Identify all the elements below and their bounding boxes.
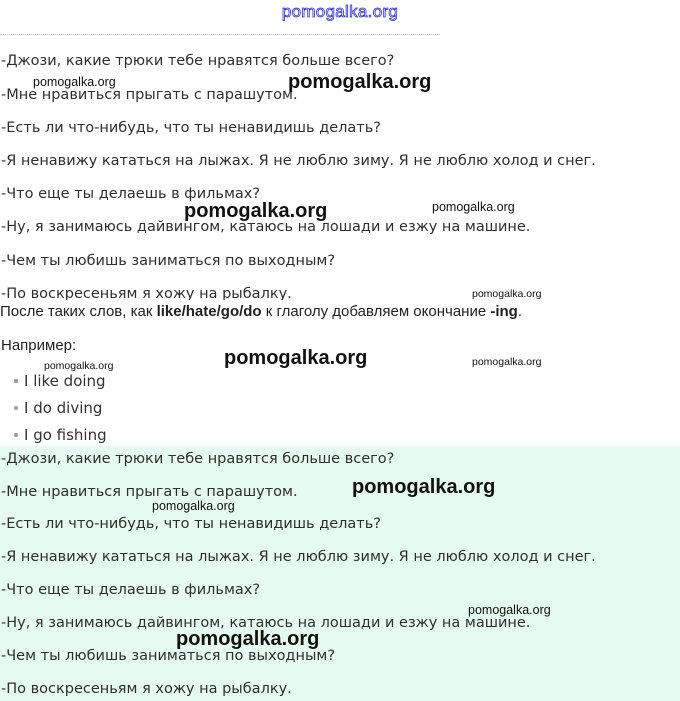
- cropped-text-edge: [0, 34, 440, 41]
- bullet-icon: [14, 406, 18, 410]
- dialogue-2-line-2: -Мне нравиться прыгать с парашутом.: [1, 484, 298, 500]
- examples-list: [14, 372, 107, 453]
- rule-text-middle: к глаголу добавляем окончание: [261, 303, 491, 320]
- watermark: pomogalka.org: [352, 476, 496, 498]
- bullet-icon: [14, 379, 18, 383]
- grammar-rule: [0, 303, 522, 320]
- examples-title: Например:: [1, 337, 77, 354]
- list-item: [14, 372, 107, 399]
- dialogue-2-line-4: -Я ненавижу кататься на лыжах. Я не люблю зиму. Я не люблю холод и снег.: [1, 549, 596, 565]
- dialogue-2-line-8: -По воскресеньям я хожу на рыбалку.: [1, 681, 292, 697]
- watermark: pomogalka.org: [472, 288, 542, 300]
- watermark: pomogalka.org: [152, 499, 235, 513]
- rule-text-before: После таких слов, как: [0, 303, 157, 320]
- dialogue-1-line-3: -Есть ли что-нибудь, что ты ненавидишь делать?: [1, 120, 381, 136]
- dialogue-1-line-1: -Джози, какие трюки тебе нравятся больше всего?: [1, 53, 395, 69]
- dialogue-2-line-5: -Что еще ты делаешь в фильмах?: [1, 582, 261, 598]
- dialogue-1-line-2: -Мне нравиться прыгать с парашутом.: [1, 87, 298, 103]
- watermark: pomogalka.org: [184, 200, 328, 222]
- list-item: [14, 399, 107, 426]
- dialogue-1-line-7: -Чем ты любишь заниматься по выходным?: [1, 253, 336, 269]
- rule-ending: -ing: [490, 303, 518, 320]
- watermark: pomogalka.org: [468, 603, 551, 617]
- watermark: pomogalka.org: [432, 200, 515, 214]
- dialogue-2-line-7: -Чем ты любишь заниматься по выходным?: [1, 648, 336, 664]
- site-watermark-top: pomogalka.org: [281, 2, 399, 21]
- dialogue-1-line-8: -По воскресеньям я хожу на рыбалку.: [1, 286, 292, 300]
- example-text: I like doing: [24, 372, 106, 390]
- rule-verbs: like/hate/go/do: [156, 303, 262, 320]
- watermark: pomogalka.org: [288, 71, 432, 93]
- dialogue-1-line-6: -Ну, я занимаюсь дайвингом, катаюсь на лошади и езжу на машине.: [1, 219, 531, 235]
- watermark: pomogalka.org: [472, 356, 542, 368]
- dialogue-2-line-1: -Джози, какие трюки тебе нравятся больше всего?: [1, 451, 395, 467]
- watermark: pomogalka.org: [33, 75, 116, 89]
- rule-text-after: .: [517, 303, 523, 320]
- dialogue-1-line-5: -Что еще ты делаешь в фильмах?: [1, 186, 261, 202]
- bullet-icon: [14, 433, 18, 437]
- dialogue-1-line-4: -Я ненавижу кататься на лыжах. Я не люблю зиму. Я не люблю холод и снег.: [1, 153, 596, 169]
- watermark: pomogalka.org: [44, 360, 114, 372]
- dialogue-2-line-3: -Есть ли что-нибудь, что ты ненавидишь делать?: [1, 516, 381, 532]
- example-text: I do diving: [24, 399, 103, 417]
- watermark: pomogalka.org: [176, 628, 320, 650]
- watermark: pomogalka.org: [224, 347, 368, 369]
- dialogue-2-line-6: -Ну, я занимаюсь дайвингом, катаюсь на лошади и езжу на машине.: [1, 615, 531, 631]
- example-text: I go fishing: [24, 426, 107, 444]
